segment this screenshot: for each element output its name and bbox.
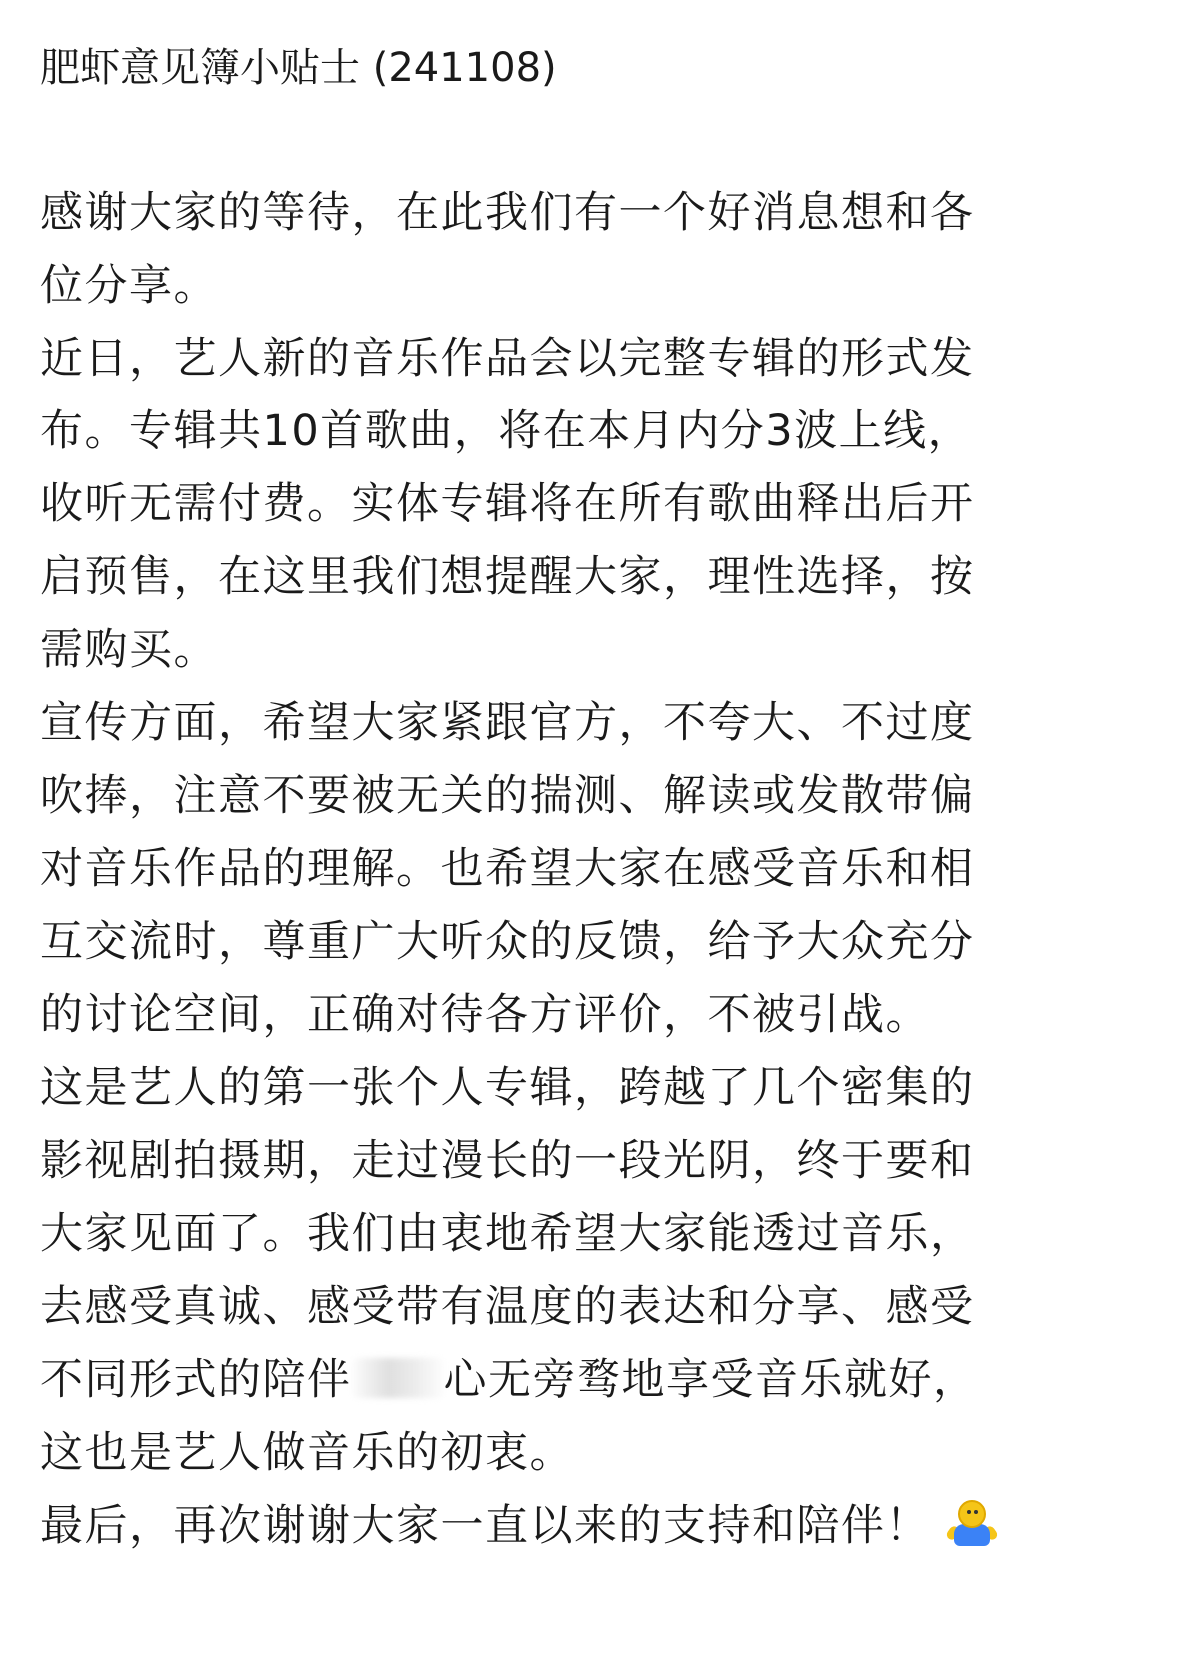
post-line: 这是艺人的第一张个人专辑，跨越了几个密集的 xyxy=(40,1063,975,1113)
post-line: 感谢大家的等待，在此我们有一个好消息想和各 xyxy=(40,188,975,238)
post-line-segment: 不同形式的陪伴 xyxy=(40,1355,352,1405)
post-line: 需购买。 xyxy=(40,625,218,675)
emoji-eye xyxy=(967,1510,971,1514)
emoji-head xyxy=(958,1500,986,1528)
post-line: 的讨论空间，正确对待各方评价，不被引战。 xyxy=(40,990,930,1040)
post-line: 收听无需付费。实体专辑将在所有歌曲释出后开 xyxy=(40,479,975,529)
post-line: 去感受真诚、感受带有温度的表达和分享、感受 xyxy=(40,1282,975,1332)
emoji-eye xyxy=(974,1510,978,1514)
post-line: 这也是艺人做音乐的初衷。 xyxy=(40,1428,574,1478)
post-line: 布。专辑共10首歌曲，将在本月内分3波上线， xyxy=(40,406,973,456)
post-line xyxy=(40,1350,978,1410)
blurred-overlay xyxy=(352,1358,444,1398)
post-line: 宣传方面，希望大家紧跟官方，不夸大、不过度 xyxy=(40,698,975,748)
post-line: 启预售，在这里我们想提醒大家，理性选择，按 xyxy=(40,552,975,602)
post-line: 互交流时，尊重广大听众的反馈，给予大众充分 xyxy=(40,917,975,967)
post-line-segment: 心无旁骛地享受音乐就好， xyxy=(443,1355,978,1405)
post-line: 大家见面了。我们由衷地希望大家能透过音乐， xyxy=(40,1209,975,1259)
post-line-text: 最后，再次谢谢大家一直以来的支持和陪伴！ xyxy=(40,1501,930,1551)
post-line: 对音乐作品的理解。也希望大家在感受音乐和相 xyxy=(40,844,975,894)
post-line: 吹捧，注意不要被无关的揣测、解读或发散带偏 xyxy=(40,771,975,821)
post-line: 影视剧拍摄期，走过漫长的一段光阴，终于要和 xyxy=(40,1136,975,1186)
post-line xyxy=(40,1496,996,1556)
person-emoji-icon xyxy=(948,1500,996,1548)
post-title: 肥虾意见簿小贴士 (241108) xyxy=(40,45,557,91)
post-line: 近日，艺人新的音乐作品会以完整专辑的形式发 xyxy=(40,334,975,384)
post-line: 位分享。 xyxy=(40,261,218,311)
